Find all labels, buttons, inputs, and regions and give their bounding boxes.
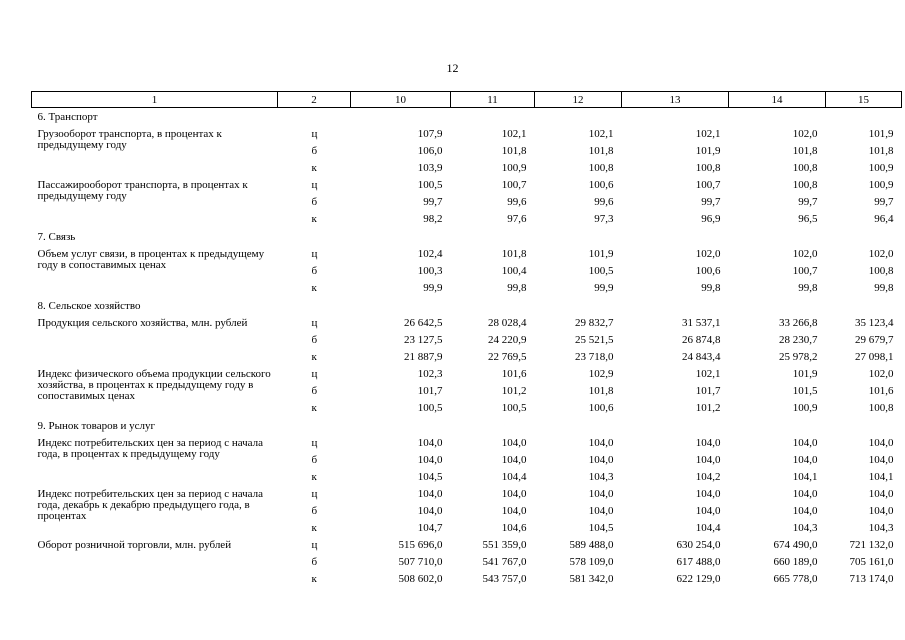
scenario-code: к [311, 162, 317, 174]
value-cell: 104,1 [792, 471, 818, 483]
value-cell: 96,5 [798, 213, 818, 225]
value-cell: 104,3 [792, 522, 818, 534]
value-cell: 106,0 [417, 145, 443, 157]
value-cell: 100,5 [588, 265, 614, 277]
value-cell: 25 978,2 [779, 351, 818, 363]
value-cell: 101,2 [501, 385, 527, 397]
value-cell: 104,0 [792, 505, 818, 517]
value-cell: 104,0 [417, 505, 443, 517]
value-cell: 102,3 [417, 368, 443, 380]
column-header: 15 [826, 92, 902, 108]
value-cell: 104,0 [868, 505, 894, 517]
indicator-name: Пассажирооборот транспорта, в процентах к предыдущему году [37, 179, 248, 202]
value-cell: 26 642,5 [404, 317, 443, 329]
scenario-code: к [311, 573, 317, 585]
value-cell: 515 696,0 [398, 539, 443, 551]
value-cell: 674 490,0 [773, 539, 818, 551]
value-cell: 104,0 [792, 488, 818, 500]
value-cell: 100,9 [792, 402, 818, 414]
value-cell: 99,8 [798, 282, 818, 294]
value-cell: 100,8 [588, 162, 614, 174]
column-header: 14 [729, 92, 826, 108]
value-cell: 101,9 [868, 128, 894, 140]
value-cell: 23 718,0 [575, 351, 614, 363]
value-cell: 100,4 [501, 265, 527, 277]
value-cell: 100,6 [588, 402, 614, 414]
scenario-code: б [311, 385, 318, 397]
table-row [32, 177, 902, 194]
value-cell: 100,3 [417, 265, 443, 277]
value-cell: 29 832,7 [575, 317, 614, 329]
value-cell: 617 488,0 [676, 556, 721, 568]
value-cell: 102,1 [588, 128, 614, 140]
value-cell: 101,8 [501, 145, 527, 157]
value-cell: 104,6 [501, 522, 527, 534]
value-cell: 101,9 [695, 145, 721, 157]
value-cell: 104,1 [868, 471, 894, 483]
value-cell: 104,0 [868, 437, 894, 449]
value-cell: 507 710,0 [398, 556, 443, 568]
value-cell: 100,8 [695, 162, 721, 174]
value-cell: 104,7 [417, 522, 443, 534]
value-cell: 102,0 [695, 248, 721, 260]
scenario-code: ц [311, 368, 318, 380]
value-cell: 104,0 [501, 488, 527, 500]
scenario-code: ц [311, 179, 318, 191]
column-header: 2 [278, 92, 351, 108]
value-cell: 104,3 [588, 471, 614, 483]
value-cell: 101,8 [868, 145, 894, 157]
indicator-name: Индекс потребительских цен за период с начала года, декабрь к декабрю предыдущего года, в процентах [37, 488, 264, 522]
value-cell: 102,0 [868, 248, 894, 260]
value-cell: 101,2 [695, 402, 721, 414]
value-cell: 102,1 [501, 128, 527, 140]
section-title: 6. Транспорт [37, 110, 98, 123]
value-cell: 100,7 [695, 179, 721, 191]
value-cell: 25 521,5 [575, 334, 614, 346]
value-cell: 101,7 [417, 385, 443, 397]
value-cell: 551 359,0 [482, 539, 527, 551]
value-cell: 97,6 [507, 213, 527, 225]
value-cell: 101,8 [792, 145, 818, 157]
value-cell: 99,9 [594, 282, 614, 294]
scenario-code: ц [311, 317, 318, 329]
value-cell: 100,7 [792, 265, 818, 277]
forecast-table [31, 91, 902, 588]
value-cell: 100,8 [868, 265, 894, 277]
table-row [32, 486, 902, 503]
value-cell: 26 874,8 [682, 334, 721, 346]
value-cell: 104,0 [695, 454, 721, 466]
value-cell: 104,0 [501, 454, 527, 466]
value-cell: 101,8 [501, 248, 527, 260]
value-cell: 104,0 [588, 454, 614, 466]
column-header: 12 [535, 92, 622, 108]
value-cell: 104,0 [792, 437, 818, 449]
value-cell: 104,0 [868, 488, 894, 500]
value-cell: 99,7 [423, 196, 443, 208]
value-cell: 104,0 [588, 505, 614, 517]
value-cell: 589 488,0 [569, 539, 614, 551]
value-cell: 107,9 [417, 128, 443, 140]
section-row [32, 417, 902, 435]
value-cell: 97,3 [594, 213, 614, 225]
section-title: 7. Связь [37, 230, 76, 243]
value-cell: 27 098,1 [855, 351, 894, 363]
value-cell: 24 843,4 [682, 351, 721, 363]
indicator-name: Грузооборот транспорта, в процентах к предыдущему году [37, 128, 222, 151]
value-cell: 713 174,0 [849, 573, 894, 585]
value-cell: 102,9 [588, 368, 614, 380]
value-cell: 630 254,0 [676, 539, 721, 551]
scenario-code: ц [311, 128, 318, 140]
scenario-code: ц [311, 248, 318, 260]
value-cell: 100,5 [417, 402, 443, 414]
value-cell: 98,2 [423, 213, 443, 225]
value-cell: 33 266,8 [779, 317, 818, 329]
scenario-code: к [311, 213, 317, 225]
value-cell: 99,9 [423, 282, 443, 294]
value-cell: 28 028,4 [488, 317, 527, 329]
table-row [32, 435, 902, 452]
value-cell: 101,8 [588, 385, 614, 397]
value-cell: 102,0 [792, 128, 818, 140]
value-cell: 104,4 [695, 522, 721, 534]
scenario-code: ц [311, 539, 318, 551]
section-row [32, 228, 902, 246]
value-cell: 508 602,0 [398, 573, 443, 585]
scenario-code: ц [311, 437, 318, 449]
scenario-code: б [311, 265, 318, 277]
value-cell: 104,3 [868, 522, 894, 534]
table-row [32, 126, 902, 143]
value-cell: 99,6 [507, 196, 527, 208]
value-cell: 96,9 [701, 213, 721, 225]
value-cell: 96,4 [874, 213, 894, 225]
value-cell: 660 189,0 [773, 556, 818, 568]
table-row [32, 366, 902, 383]
column-header: 11 [451, 92, 535, 108]
value-cell: 705 161,0 [849, 556, 894, 568]
value-cell: 100,9 [868, 179, 894, 191]
value-cell: 104,5 [588, 522, 614, 534]
value-cell: 104,0 [588, 488, 614, 500]
column-header: 13 [622, 92, 729, 108]
table-body [32, 108, 902, 589]
value-cell: 104,0 [695, 505, 721, 517]
value-cell: 100,5 [417, 179, 443, 191]
value-cell: 31 537,1 [682, 317, 721, 329]
value-cell: 665 778,0 [773, 573, 818, 585]
value-cell: 101,8 [588, 145, 614, 157]
value-cell: 543 757,0 [482, 573, 527, 585]
section-title: 8. Сельское хозяйство [37, 299, 141, 312]
value-cell: 100,5 [501, 402, 527, 414]
scenario-code: б [311, 454, 318, 466]
value-cell: 99,6 [594, 196, 614, 208]
value-cell: 99,8 [507, 282, 527, 294]
table-row [32, 246, 902, 263]
value-cell: 102,4 [417, 248, 443, 260]
value-cell: 103,9 [417, 162, 443, 174]
value-cell: 578 109,0 [569, 556, 614, 568]
value-cell: 104,0 [417, 437, 443, 449]
value-cell: 541 767,0 [482, 556, 527, 568]
scenario-code: б [311, 145, 318, 157]
value-cell: 99,7 [798, 196, 818, 208]
value-cell: 622 129,0 [676, 573, 721, 585]
value-cell: 102,1 [695, 128, 721, 140]
scenario-code: ц [311, 488, 318, 500]
section-row [32, 297, 902, 315]
value-cell: 102,1 [695, 368, 721, 380]
scenario-code: б [311, 556, 318, 568]
value-cell: 101,7 [695, 385, 721, 397]
value-cell: 28 230,7 [779, 334, 818, 346]
section-title: 9. Рынок товаров и услуг [37, 419, 156, 432]
table-row [32, 537, 902, 554]
value-cell: 104,5 [417, 471, 443, 483]
table-row [32, 315, 902, 332]
scenario-code: к [311, 522, 317, 534]
value-cell: 581 342,0 [569, 573, 614, 585]
value-cell: 104,0 [588, 437, 614, 449]
value-cell: 99,7 [701, 196, 721, 208]
value-cell: 99,8 [701, 282, 721, 294]
value-cell: 100,7 [501, 179, 527, 191]
column-header: 1 [32, 92, 278, 108]
value-cell: 101,9 [588, 248, 614, 260]
value-cell: 102,0 [868, 368, 894, 380]
value-cell: 24 220,9 [488, 334, 527, 346]
value-cell: 29 679,7 [855, 334, 894, 346]
indicator-name: Объем услуг связи, в процентах к предыдущему году в сопоставимых ценах [37, 248, 265, 271]
value-cell: 104,0 [695, 437, 721, 449]
value-cell: 102,0 [792, 248, 818, 260]
value-cell: 100,8 [792, 162, 818, 174]
value-cell: 99,8 [874, 282, 894, 294]
value-cell: 101,5 [792, 385, 818, 397]
indicator-name: Продукция сельского хозяйства, млн. рублей [37, 317, 248, 329]
value-cell: 22 769,5 [488, 351, 527, 363]
value-cell: 35 123,4 [855, 317, 894, 329]
value-cell: 104,0 [417, 488, 443, 500]
value-cell: 721 132,0 [849, 539, 894, 551]
value-cell: 100,8 [868, 402, 894, 414]
value-cell: 101,9 [792, 368, 818, 380]
value-cell: 104,0 [868, 454, 894, 466]
column-header: 10 [351, 92, 451, 108]
value-cell: 104,0 [417, 454, 443, 466]
value-cell: 104,0 [792, 454, 818, 466]
scenario-code: к [311, 402, 317, 414]
value-cell: 100,6 [695, 265, 721, 277]
value-cell: 23 127,5 [404, 334, 443, 346]
indicator-name: Индекс физического объема продукции сельского хозяйства, в процентах к предыдущему году в сопоставимых ценах [37, 368, 271, 402]
scenario-code: к [311, 282, 317, 294]
table-header [32, 92, 902, 108]
value-cell: 104,4 [501, 471, 527, 483]
value-cell: 100,6 [588, 179, 614, 191]
header-row [32, 92, 902, 108]
scenario-code: б [311, 334, 318, 346]
value-cell: 21 887,9 [404, 351, 443, 363]
value-cell: 100,8 [792, 179, 818, 191]
value-cell: 104,0 [501, 437, 527, 449]
value-cell: 101,6 [501, 368, 527, 380]
value-cell: 100,9 [501, 162, 527, 174]
value-cell: 100,9 [868, 162, 894, 174]
indicator-name: Оборот розничной торговли, млн. рублей [37, 539, 232, 551]
scenario-code: б [311, 505, 318, 517]
scenario-code: б [311, 196, 318, 208]
scenario-code: к [311, 471, 317, 483]
value-cell: 101,6 [868, 385, 894, 397]
indicator-name: Индекс потребительских цен за период с начала года, в процентах к предыдущему году [37, 437, 264, 460]
value-cell: 99,7 [874, 196, 894, 208]
value-cell: 104,0 [501, 505, 527, 517]
value-cell: 104,2 [695, 471, 721, 483]
page-number: 12 [446, 61, 459, 75]
section-row [32, 108, 902, 127]
scenario-code: к [311, 351, 317, 363]
value-cell: 104,0 [695, 488, 721, 500]
